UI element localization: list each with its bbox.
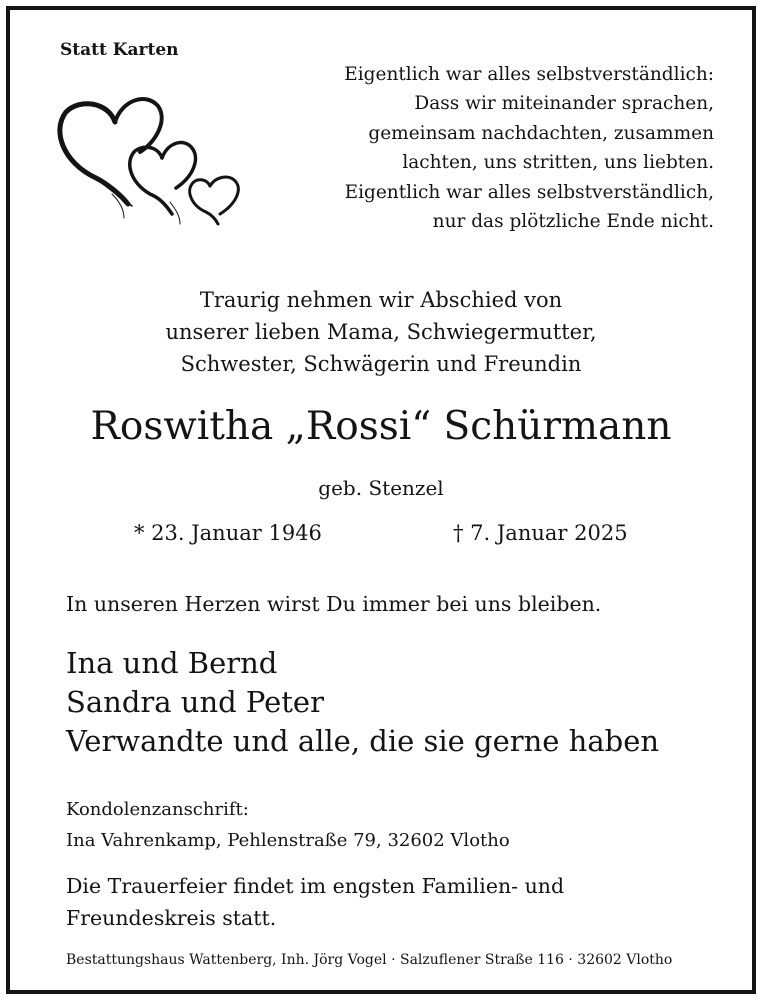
three-hearts-icon [50,90,260,230]
header-label: Statt Karten [60,40,179,60]
condolence-address: Ina Vahrenkamp, Pehlenstraße 79, 32602 Vlotho [66,830,510,851]
poem [344,60,714,236]
death-date: † 7. Januar 2025 [453,521,628,545]
intro-line: unserer lieben Mama, Schwiegermutter, [165,320,597,344]
condolence-block [66,794,510,856]
intro-line: Traurig nehmen wir Abschied von [199,288,563,312]
funeral-line: Die Trauerfeier findet im engsten Familien- und [66,874,565,898]
funeral-home-footer: Bestattungshaus Wattenberg, Inh. Jörg Vogel · Salzuflener Straße 116 · 32602 Vlotho [66,952,673,968]
poem-line: Eigentlich war alles selbstverständlich: [344,64,714,85]
poem-line: nur das plötzliche Ende nicht. [432,211,714,233]
poem-line: Dass wir miteinander sprachen, [414,93,714,115]
mourners-list [66,644,659,761]
mourner-line: Verwandte und alle, die sie gerne haben [66,724,660,758]
poem-line: lachten, uns stritten, uns liebten. [402,152,714,174]
birth-date: * 23. Januar 1946 [134,521,322,545]
funeral-line: Freundeskreis statt. [66,906,277,930]
mourner-line: Ina und Bernd [66,646,278,680]
funeral-notice [66,870,564,934]
intro-line: Schwester, Schwägerin und Freundin [180,352,582,376]
closing-line: In unseren Herzen wirst Du immer bei uns bleiben. [66,592,602,616]
poem-line: Eigentlich war alles selbstverständlich, [344,181,714,203]
poem-line: gemeinsam nachdachten, zusammen [368,122,714,144]
deceased-name: Roswitha „Rossi“ Schürmann [90,404,672,449]
mourner-line: Sandra und Peter [66,685,324,719]
condolence-label: Kondolenzanschrift: [66,799,249,820]
intro-text [0,284,762,380]
birth-name: geb. Stenzel [318,476,444,500]
